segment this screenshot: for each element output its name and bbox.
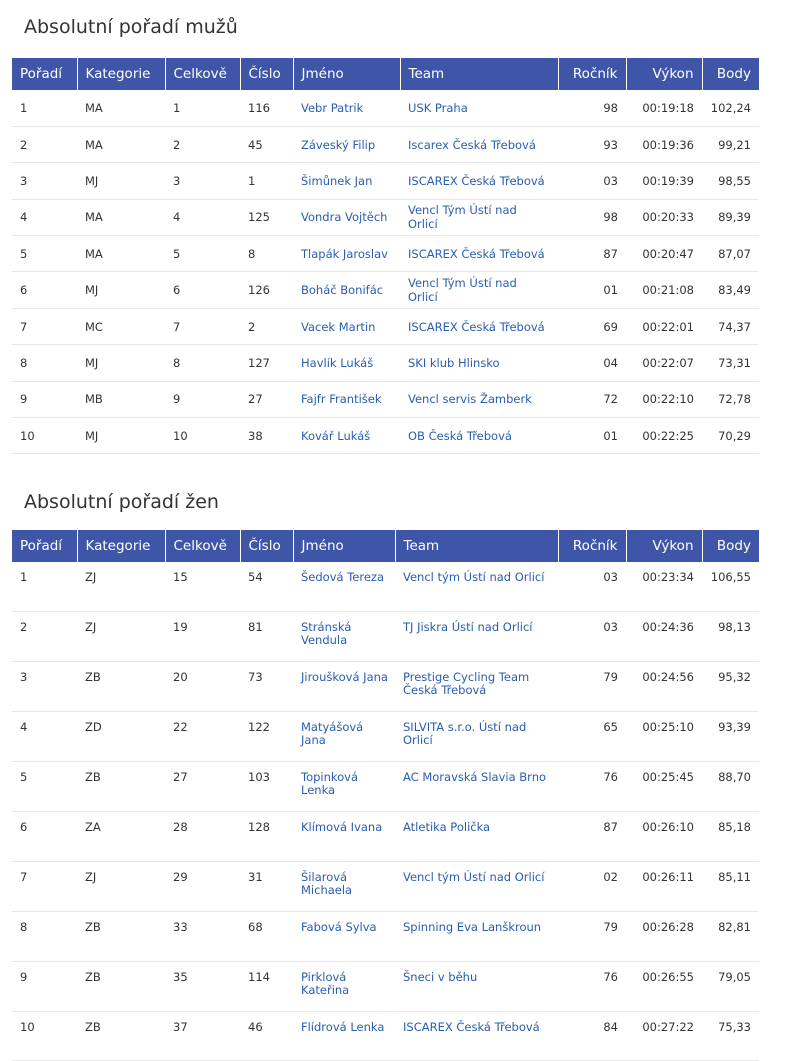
team-cell[interactable]: Iscarex Česká Třebová bbox=[400, 126, 558, 162]
points-cell: 102,24 bbox=[702, 90, 759, 126]
overall-cell: 4 bbox=[165, 199, 240, 235]
year-cell: 93 bbox=[558, 126, 626, 162]
name-cell[interactable]: Matyášová Jana bbox=[293, 712, 395, 762]
bib-cell: 128 bbox=[240, 811, 293, 861]
bib-cell: 45 bbox=[240, 126, 293, 162]
men-ranking-title: Absolutní pořadí mužů bbox=[24, 16, 238, 38]
category-cell: MC bbox=[77, 308, 165, 344]
time-cell: 00:21:08 bbox=[626, 272, 702, 308]
points-cell: 99,21 bbox=[702, 126, 759, 162]
overall-cell: 9 bbox=[165, 381, 240, 417]
category-cell: ZJ bbox=[77, 612, 165, 662]
column-header-name[interactable]: Jméno bbox=[293, 58, 400, 90]
points-cell: 106,55 bbox=[702, 562, 759, 612]
team-cell[interactable]: Prestige Cycling Team Česká Třebová bbox=[395, 662, 558, 712]
place-cell: 8 bbox=[12, 911, 77, 961]
points-cell: 98,55 bbox=[702, 163, 759, 199]
category-cell: MJ bbox=[77, 345, 165, 381]
overall-cell: 2 bbox=[165, 126, 240, 162]
bib-cell: 8 bbox=[240, 236, 293, 272]
bib-cell: 103 bbox=[240, 762, 293, 812]
team-cell[interactable]: AC Moravská Slavia Brno bbox=[395, 762, 558, 812]
team-cell[interactable]: ISCAREX Česká Třebová bbox=[400, 236, 558, 272]
table-row bbox=[12, 345, 759, 381]
time-cell: 00:27:22 bbox=[626, 1011, 702, 1061]
points-cell: 79,05 bbox=[702, 961, 759, 1011]
name-cell[interactable]: Pirklová Kateřina bbox=[293, 961, 395, 1011]
time-cell: 00:24:36 bbox=[626, 612, 702, 662]
overall-cell: 8 bbox=[165, 345, 240, 381]
bib-cell: 54 bbox=[240, 562, 293, 612]
time-cell: 00:25:45 bbox=[626, 762, 702, 812]
overall-cell: 27 bbox=[165, 762, 240, 812]
category-cell: MJ bbox=[77, 272, 165, 308]
name-cell[interactable]: Šedová Tereza bbox=[293, 562, 395, 612]
column-header-overall[interactable]: Celkově bbox=[165, 530, 240, 562]
women-ranking-title: Absolutní pořadí žen bbox=[24, 491, 219, 513]
table-row bbox=[12, 272, 759, 308]
points-cell: 85,11 bbox=[702, 861, 759, 911]
column-header-category[interactable]: Kategorie bbox=[77, 58, 165, 90]
year-cell: 02 bbox=[558, 861, 626, 911]
place-cell: 10 bbox=[12, 1011, 77, 1061]
name-cell[interactable]: Tlapák Jaroslav bbox=[293, 236, 400, 272]
year-cell: 72 bbox=[558, 381, 626, 417]
table-row bbox=[12, 961, 759, 1011]
place-cell: 2 bbox=[12, 126, 77, 162]
bib-cell: 122 bbox=[240, 712, 293, 762]
bib-cell: 27 bbox=[240, 381, 293, 417]
category-cell: MJ bbox=[77, 163, 165, 199]
bib-cell: 126 bbox=[240, 272, 293, 308]
name-cell[interactable]: Vebr Patrik bbox=[293, 90, 400, 126]
column-header-team[interactable]: Team bbox=[400, 58, 558, 90]
name-cell[interactable]: Havlík Lukáš bbox=[293, 345, 400, 381]
table-row bbox=[12, 199, 759, 235]
category-cell: ZJ bbox=[77, 861, 165, 911]
points-cell: 98,13 bbox=[702, 612, 759, 662]
year-cell: 01 bbox=[558, 418, 626, 454]
year-cell: 98 bbox=[558, 199, 626, 235]
year-cell: 87 bbox=[558, 811, 626, 861]
points-cell: 74,37 bbox=[702, 308, 759, 344]
bib-cell: 1 bbox=[240, 163, 293, 199]
bib-cell: 38 bbox=[240, 418, 293, 454]
bib-cell: 114 bbox=[240, 961, 293, 1011]
column-header-year[interactable]: Ročník bbox=[558, 530, 626, 562]
category-cell: ZB bbox=[77, 662, 165, 712]
team-cell[interactable]: Šneci v běhu bbox=[395, 961, 558, 1011]
column-header-points[interactable]: Body bbox=[702, 530, 759, 562]
points-cell: 83,49 bbox=[702, 272, 759, 308]
points-cell: 89,39 bbox=[702, 199, 759, 235]
team-cell[interactable]: TJ Jiskra Ústí nad Orlicí bbox=[395, 612, 558, 662]
table-row bbox=[12, 381, 759, 417]
team-cell[interactable]: ISCAREX Česká Třebová bbox=[400, 308, 558, 344]
overall-cell: 29 bbox=[165, 861, 240, 911]
place-cell: 8 bbox=[12, 345, 77, 381]
place-cell: 5 bbox=[12, 762, 77, 812]
points-cell: 73,31 bbox=[702, 345, 759, 381]
year-cell: 69 bbox=[558, 308, 626, 344]
table-row bbox=[12, 562, 759, 612]
overall-cell: 15 bbox=[165, 562, 240, 612]
overall-cell: 22 bbox=[165, 712, 240, 762]
year-cell: 84 bbox=[558, 1011, 626, 1061]
team-cell[interactable]: Vencl tým Ústí nad Orlicí bbox=[395, 861, 558, 911]
table-row bbox=[12, 911, 759, 961]
category-cell: ZA bbox=[77, 811, 165, 861]
points-cell: 87,07 bbox=[702, 236, 759, 272]
bib-cell: 68 bbox=[240, 911, 293, 961]
bib-cell: 81 bbox=[240, 612, 293, 662]
points-cell: 95,32 bbox=[702, 662, 759, 712]
year-cell: 79 bbox=[558, 911, 626, 961]
bib-cell: 2 bbox=[240, 308, 293, 344]
category-cell: MB bbox=[77, 381, 165, 417]
time-cell: 00:24:56 bbox=[626, 662, 702, 712]
place-cell: 6 bbox=[12, 272, 77, 308]
year-cell: 03 bbox=[558, 163, 626, 199]
time-cell: 00:22:10 bbox=[626, 381, 702, 417]
points-cell: 82,81 bbox=[702, 911, 759, 961]
category-cell: MJ bbox=[77, 418, 165, 454]
overall-cell: 28 bbox=[165, 811, 240, 861]
place-cell: 2 bbox=[12, 612, 77, 662]
year-cell: 03 bbox=[558, 612, 626, 662]
table-row bbox=[12, 662, 759, 712]
points-cell: 93,39 bbox=[702, 712, 759, 762]
time-cell: 00:19:36 bbox=[626, 126, 702, 162]
name-cell[interactable]: Jiroušková Jana bbox=[293, 662, 395, 712]
column-header-points[interactable]: Body bbox=[702, 58, 759, 90]
table-row bbox=[12, 712, 759, 762]
time-cell: 00:19:39 bbox=[626, 163, 702, 199]
time-cell: 00:23:34 bbox=[626, 562, 702, 612]
time-cell: 00:26:10 bbox=[626, 811, 702, 861]
time-cell: 00:26:28 bbox=[626, 911, 702, 961]
place-cell: 4 bbox=[12, 712, 77, 762]
place-cell: 9 bbox=[12, 381, 77, 417]
name-cell[interactable]: Topinková Lenka bbox=[293, 762, 395, 812]
table-header-row bbox=[12, 58, 759, 90]
bib-cell: 125 bbox=[240, 199, 293, 235]
column-header-year[interactable]: Ročník bbox=[558, 58, 626, 90]
place-cell: 3 bbox=[12, 163, 77, 199]
women-results-table bbox=[12, 530, 759, 1061]
table-row bbox=[12, 126, 759, 162]
overall-cell: 6 bbox=[165, 272, 240, 308]
overall-cell: 20 bbox=[165, 662, 240, 712]
overall-cell: 5 bbox=[165, 236, 240, 272]
table-row bbox=[12, 1011, 759, 1061]
overall-cell: 1 bbox=[165, 90, 240, 126]
place-cell: 9 bbox=[12, 961, 77, 1011]
time-cell: 00:26:55 bbox=[626, 961, 702, 1011]
category-cell: MA bbox=[77, 236, 165, 272]
category-cell: ZB bbox=[77, 961, 165, 1011]
column-header-name[interactable]: Jméno bbox=[293, 530, 395, 562]
time-cell: 00:22:25 bbox=[626, 418, 702, 454]
column-header-bib[interactable]: Číslo bbox=[240, 58, 293, 90]
year-cell: 04 bbox=[558, 345, 626, 381]
team-cell[interactable]: ISCAREX Česká Třebová bbox=[400, 163, 558, 199]
team-cell[interactable]: Vencl tým Ústí nad Orlicí bbox=[395, 562, 558, 612]
time-cell: 00:20:47 bbox=[626, 236, 702, 272]
table-row bbox=[12, 163, 759, 199]
points-cell: 85,18 bbox=[702, 811, 759, 861]
men-results-table bbox=[12, 58, 759, 454]
time-cell: 00:22:07 bbox=[626, 345, 702, 381]
place-cell: 4 bbox=[12, 199, 77, 235]
name-cell[interactable]: Šilarová Michaela bbox=[293, 861, 395, 911]
overall-cell: 10 bbox=[165, 418, 240, 454]
category-cell: ZB bbox=[77, 1011, 165, 1061]
bib-cell: 116 bbox=[240, 90, 293, 126]
category-cell: MA bbox=[77, 90, 165, 126]
category-cell: MA bbox=[77, 199, 165, 235]
overall-cell: 3 bbox=[165, 163, 240, 199]
place-cell: 10 bbox=[12, 418, 77, 454]
points-cell: 70,29 bbox=[702, 418, 759, 454]
table-row bbox=[12, 762, 759, 812]
points-cell: 75,33 bbox=[702, 1011, 759, 1061]
name-cell[interactable]: Šimůnek Jan bbox=[293, 163, 400, 199]
name-cell[interactable]: Klímová Ivana bbox=[293, 811, 395, 861]
time-cell: 00:26:11 bbox=[626, 861, 702, 911]
column-header-team[interactable]: Team bbox=[395, 530, 558, 562]
column-header-category[interactable]: Kategorie bbox=[77, 530, 165, 562]
year-cell: 65 bbox=[558, 712, 626, 762]
name-cell[interactable]: Stránská Vendula bbox=[293, 612, 395, 662]
team-cell[interactable]: SILVITA s.r.o. Ústí nad Orlicí bbox=[395, 712, 558, 762]
column-header-overall[interactable]: Celkově bbox=[165, 58, 240, 90]
column-header-bib[interactable]: Číslo bbox=[240, 530, 293, 562]
table-row bbox=[12, 811, 759, 861]
name-cell[interactable]: Vondra Vojtěch bbox=[293, 199, 400, 235]
overall-cell: 35 bbox=[165, 961, 240, 1011]
year-cell: 87 bbox=[558, 236, 626, 272]
time-cell: 00:25:10 bbox=[626, 712, 702, 762]
name-cell[interactable]: Flídrová Lenka bbox=[293, 1011, 395, 1061]
team-cell[interactable]: ISCAREX Česká Třebová bbox=[395, 1011, 558, 1061]
team-cell[interactable]: SKI klub Hlinsko bbox=[400, 345, 558, 381]
year-cell: 76 bbox=[558, 762, 626, 812]
team-cell[interactable]: Vencl Tým Ústí nad Orlicí bbox=[400, 272, 558, 308]
place-cell: 7 bbox=[12, 308, 77, 344]
points-cell: 72,78 bbox=[702, 381, 759, 417]
place-cell: 3 bbox=[12, 662, 77, 712]
team-cell[interactable]: Vencl servis Žamberk bbox=[400, 381, 558, 417]
year-cell: 76 bbox=[558, 961, 626, 1011]
name-cell[interactable]: Fajfr František bbox=[293, 381, 400, 417]
points-cell: 88,70 bbox=[702, 762, 759, 812]
time-cell: 00:19:18 bbox=[626, 90, 702, 126]
place-cell: 6 bbox=[12, 811, 77, 861]
team-cell[interactable]: Vencl Tým Ústí nad Orlicí bbox=[400, 199, 558, 235]
overall-cell: 37 bbox=[165, 1011, 240, 1061]
table-row bbox=[12, 861, 759, 911]
team-cell[interactable]: Atletika Polička bbox=[395, 811, 558, 861]
name-cell[interactable]: Vacek Martin bbox=[293, 308, 400, 344]
category-cell: ZJ bbox=[77, 562, 165, 612]
year-cell: 98 bbox=[558, 90, 626, 126]
name-cell[interactable]: Kovář Lukáš bbox=[293, 418, 400, 454]
category-cell: ZD bbox=[77, 712, 165, 762]
place-cell: 1 bbox=[12, 90, 77, 126]
category-cell: ZB bbox=[77, 911, 165, 961]
column-header-place[interactable]: Pořadí bbox=[12, 530, 77, 562]
overall-cell: 33 bbox=[165, 911, 240, 961]
table-header-row bbox=[12, 530, 759, 562]
column-header-place[interactable]: Pořadí bbox=[12, 58, 77, 90]
table-row bbox=[12, 418, 759, 454]
name-cell[interactable]: Fabová Sylva bbox=[293, 911, 395, 961]
category-cell: ZB bbox=[77, 762, 165, 812]
table-row bbox=[12, 308, 759, 344]
bib-cell: 46 bbox=[240, 1011, 293, 1061]
year-cell: 79 bbox=[558, 662, 626, 712]
column-header-time[interactable]: Výkon bbox=[626, 58, 702, 90]
table-row bbox=[12, 90, 759, 126]
team-cell[interactable]: Spinning Eva Lanškroun bbox=[395, 911, 558, 961]
overall-cell: 19 bbox=[165, 612, 240, 662]
team-cell[interactable]: USK Praha bbox=[400, 90, 558, 126]
category-cell: MA bbox=[77, 126, 165, 162]
year-cell: 03 bbox=[558, 562, 626, 612]
name-cell[interactable]: Boháč Bonifác bbox=[293, 272, 400, 308]
table-row bbox=[12, 236, 759, 272]
place-cell: 5 bbox=[12, 236, 77, 272]
bib-cell: 73 bbox=[240, 662, 293, 712]
place-cell: 1 bbox=[12, 562, 77, 612]
bib-cell: 31 bbox=[240, 861, 293, 911]
team-cell[interactable]: OB Česká Třebová bbox=[400, 418, 558, 454]
column-header-time[interactable]: Výkon bbox=[626, 530, 702, 562]
time-cell: 00:22:01 bbox=[626, 308, 702, 344]
place-cell: 7 bbox=[12, 861, 77, 911]
overall-cell: 7 bbox=[165, 308, 240, 344]
name-cell[interactable]: Záveský Filip bbox=[293, 126, 400, 162]
time-cell: 00:20:33 bbox=[626, 199, 702, 235]
table-row bbox=[12, 612, 759, 662]
year-cell: 01 bbox=[558, 272, 626, 308]
bib-cell: 127 bbox=[240, 345, 293, 381]
